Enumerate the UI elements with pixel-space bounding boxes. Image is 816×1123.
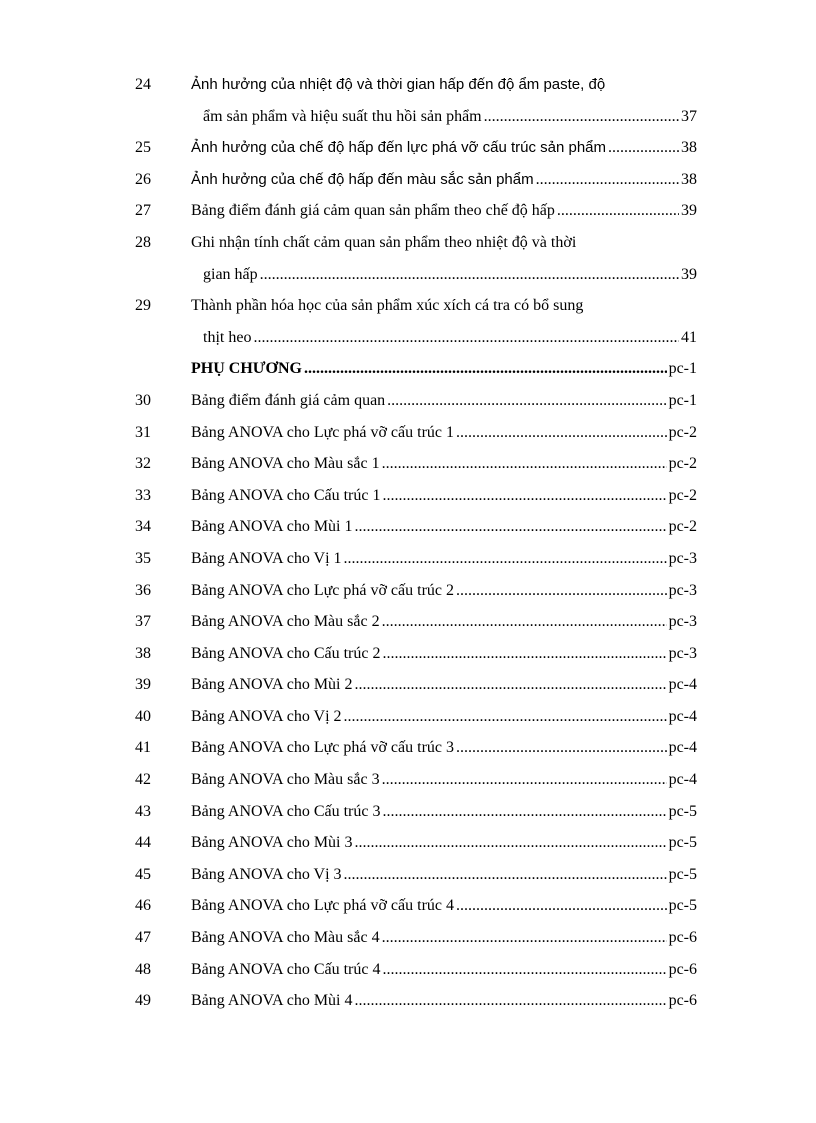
toc-title: Bảng ANOVA cho Mùi 1 xyxy=(191,518,353,536)
toc-row xyxy=(0,192,816,224)
toc-entry[interactable] xyxy=(191,644,697,664)
toc-title: Bảng ANOVA cho Cấu trúc 1 xyxy=(191,486,381,504)
toc-entry[interactable] xyxy=(203,265,697,285)
toc-page-number: pc-1 xyxy=(668,391,697,409)
toc-number: 42 xyxy=(135,771,151,789)
toc-leader-dots xyxy=(536,170,679,190)
toc-entry[interactable] xyxy=(191,581,697,601)
toc-entry[interactable] xyxy=(191,707,697,727)
toc-title: Ghi nhận tính chất cảm quan sản phẩm theo nhiệt độ và thời xyxy=(191,233,577,251)
toc-row xyxy=(0,603,816,635)
toc-entry[interactable] xyxy=(191,75,697,95)
toc-page-number: pc-4 xyxy=(668,707,697,725)
toc-entry[interactable] xyxy=(191,833,697,853)
toc-title: Bảng ANOVA cho Mùi 2 xyxy=(191,676,353,694)
toc-title: Bảng ANOVA cho Màu sắc 4 xyxy=(191,929,380,947)
toc-leader-dots xyxy=(382,486,666,506)
toc-leader-dots xyxy=(355,991,667,1011)
toc-row xyxy=(0,445,816,477)
toc-number: 46 xyxy=(135,897,151,915)
toc-page-number: pc-5 xyxy=(668,897,697,915)
toc-entry[interactable] xyxy=(191,170,697,190)
toc-title: Bảng ANOVA cho Màu sắc 2 xyxy=(191,613,380,631)
toc-row-appendix-heading xyxy=(0,350,816,382)
toc-leader-dots xyxy=(344,865,667,885)
toc-row xyxy=(0,729,816,761)
toc-number: 24 xyxy=(135,76,151,93)
toc-leader-dots xyxy=(355,833,667,853)
toc-row xyxy=(0,951,816,983)
toc-leader-dots xyxy=(382,928,667,948)
toc-number: 34 xyxy=(135,518,151,536)
toc-row xyxy=(0,382,816,414)
toc-entry[interactable] xyxy=(191,233,697,253)
toc-row xyxy=(0,477,816,509)
toc-title: PHỤ CHƯƠNG xyxy=(191,360,302,378)
toc-entry[interactable] xyxy=(191,549,697,569)
toc-row xyxy=(0,919,816,951)
table-of-contents xyxy=(0,66,816,1014)
toc-title: Bảng ANOVA cho Lực phá vỡ cấu trúc 4 xyxy=(191,897,455,915)
toc-entry[interactable] xyxy=(191,612,697,632)
toc-entry[interactable] xyxy=(191,423,697,443)
toc-page-number: 39 xyxy=(681,265,697,283)
toc-number: 40 xyxy=(135,707,151,725)
toc-page-number: pc-5 xyxy=(668,802,697,820)
toc-entry[interactable] xyxy=(191,738,697,758)
toc-title: Bảng ANOVA cho Lực phá vỡ cấu trúc 3 xyxy=(191,739,455,757)
toc-page-number: pc-1 xyxy=(668,360,697,378)
toc-leader-dots xyxy=(557,201,679,221)
toc-number: 29 xyxy=(135,297,151,315)
toc-leader-dots xyxy=(344,707,667,727)
toc-entry[interactable] xyxy=(191,675,697,695)
toc-row xyxy=(0,856,816,888)
toc-number: 35 xyxy=(135,549,151,567)
toc-title: Bảng ANOVA cho Cấu trúc 2 xyxy=(191,644,381,662)
toc-page-number: 37 xyxy=(681,107,697,125)
toc-row xyxy=(0,666,816,698)
toc-leader-dots xyxy=(382,612,667,632)
toc-page-number: pc-6 xyxy=(668,960,697,978)
toc-page-number: pc-4 xyxy=(668,771,697,789)
toc-page-number: pc-2 xyxy=(668,423,697,441)
toc-title: Bảng ANOVA cho Cấu trúc 4 xyxy=(191,960,381,978)
toc-number: 32 xyxy=(135,455,151,473)
toc-row xyxy=(0,287,816,319)
toc-page-number: pc-2 xyxy=(668,518,697,536)
toc-leader-dots xyxy=(382,454,667,474)
toc-entry[interactable] xyxy=(191,960,697,980)
toc-row xyxy=(0,824,816,856)
toc-leader-dots xyxy=(304,359,667,379)
toc-leader-dots xyxy=(382,644,666,664)
toc-leader-dots xyxy=(253,328,679,348)
toc-number: 44 xyxy=(135,834,151,852)
toc-title: Ảnh hưởng của chế độ hấp đến màu sắc sản phẩm xyxy=(191,170,534,188)
toc-number: 49 xyxy=(135,992,151,1010)
toc-row xyxy=(0,224,816,256)
toc-entry[interactable] xyxy=(191,391,697,411)
toc-leader-dots xyxy=(382,770,667,790)
toc-number: 37 xyxy=(135,613,151,631)
toc-number: 45 xyxy=(135,865,151,883)
toc-page-number: pc-5 xyxy=(668,865,697,883)
toc-row xyxy=(0,698,816,730)
toc-title: Bảng ANOVA cho Mùi 4 xyxy=(191,992,353,1010)
toc-leader-dots xyxy=(355,675,667,695)
toc-page-number: pc-4 xyxy=(668,676,697,694)
toc-row xyxy=(0,982,816,1014)
toc-row xyxy=(0,319,816,351)
toc-row xyxy=(0,887,816,919)
toc-page-number: pc-3 xyxy=(668,644,697,662)
toc-page-number: pc-4 xyxy=(668,739,697,757)
toc-row xyxy=(0,129,816,161)
toc-page-number: pc-5 xyxy=(668,834,697,852)
toc-leader-dots xyxy=(456,896,667,916)
toc-leader-dots xyxy=(382,960,666,980)
toc-row xyxy=(0,793,816,825)
toc-entry[interactable] xyxy=(191,486,697,506)
toc-leader-dots xyxy=(484,107,679,127)
toc-page-number: 38 xyxy=(681,139,697,157)
toc-number: 39 xyxy=(135,676,151,694)
toc-number: 47 xyxy=(135,929,151,947)
toc-page-number: 38 xyxy=(681,170,697,188)
toc-leader-dots xyxy=(387,391,666,411)
toc-row xyxy=(0,761,816,793)
toc-leader-dots xyxy=(456,423,667,443)
toc-entry[interactable] xyxy=(191,296,697,316)
toc-row xyxy=(0,256,816,288)
toc-page-number: 41 xyxy=(681,328,697,346)
toc-number: 36 xyxy=(135,581,151,599)
toc-page-number: pc-3 xyxy=(668,581,697,599)
toc-title: Thành phần hóa học của sản phẩm xúc xích cá tra có bổ sung xyxy=(191,297,584,315)
toc-number: 26 xyxy=(135,170,151,188)
toc-leader-dots xyxy=(456,581,667,601)
toc-entry[interactable] xyxy=(191,138,697,158)
toc-leader-dots xyxy=(355,517,667,537)
toc-row xyxy=(0,635,816,667)
toc-page-number: pc-6 xyxy=(668,992,697,1010)
toc-number: 28 xyxy=(135,233,151,251)
toc-row xyxy=(0,540,816,572)
toc-entry[interactable] xyxy=(191,454,697,474)
toc-number: 27 xyxy=(135,202,151,220)
toc-row xyxy=(0,66,816,98)
toc-title: Bảng ANOVA cho Màu sắc 3 xyxy=(191,771,380,789)
toc-entry[interactable] xyxy=(191,865,697,885)
toc-page-number: 39 xyxy=(681,202,697,220)
toc-title: Bảng điểm đánh giá cảm quan sản phẩm theo chế độ hấp xyxy=(191,202,555,220)
toc-page-number: pc-2 xyxy=(668,486,697,504)
toc-number: 33 xyxy=(135,486,151,504)
toc-title: Bảng ANOVA cho Vị 2 xyxy=(191,707,342,725)
toc-entry[interactable] xyxy=(203,107,697,127)
toc-title: Bảng ANOVA cho Vị 1 xyxy=(191,549,342,567)
toc-title: Bảng ANOVA cho Màu sắc 1 xyxy=(191,455,380,473)
toc-leader-dots xyxy=(456,738,667,758)
toc-entry[interactable] xyxy=(191,770,697,790)
toc-entry[interactable] xyxy=(191,802,697,822)
toc-number: 31 xyxy=(135,423,151,441)
toc-title: gian hấp xyxy=(203,265,258,283)
toc-entry[interactable] xyxy=(191,896,697,916)
toc-entry[interactable] xyxy=(191,201,697,221)
toc-entry[interactable] xyxy=(191,991,697,1011)
toc-title: Bảng ANOVA cho Lực phá vỡ cấu trúc 2 xyxy=(191,581,455,599)
toc-entry[interactable] xyxy=(191,928,697,948)
toc-page-number: pc-3 xyxy=(668,549,697,567)
toc-leader-dots xyxy=(260,265,679,285)
toc-row xyxy=(0,414,816,446)
toc-title: Bảng ANOVA cho Vị 3 xyxy=(191,865,342,883)
toc-title: Bảng điểm đánh giá cảm quan xyxy=(191,391,386,409)
toc-page-number: pc-6 xyxy=(668,929,697,947)
toc-entry[interactable] xyxy=(191,359,697,379)
toc-title: Bảng ANOVA cho Mùi 3 xyxy=(191,834,353,852)
toc-number: 48 xyxy=(135,960,151,978)
toc-leader-dots xyxy=(344,549,667,569)
toc-entry[interactable] xyxy=(191,517,697,537)
toc-row xyxy=(0,572,816,604)
toc-title: thịt heo xyxy=(203,328,252,346)
toc-number: 43 xyxy=(135,802,151,820)
toc-row xyxy=(0,98,816,130)
toc-number: 25 xyxy=(135,139,151,157)
toc-row xyxy=(0,508,816,540)
toc-page-number: pc-3 xyxy=(668,613,697,631)
toc-row xyxy=(0,161,816,193)
toc-title: ẩm sản phẩm và hiệu suất thu hồi sản phẩm xyxy=(203,107,482,125)
toc-title: Ảnh hưởng của chế độ hấp đến lực phá vỡ cấu trúc sản phẩm xyxy=(191,139,607,157)
toc-number: 30 xyxy=(135,391,151,409)
toc-title: Bảng ANOVA cho Cấu trúc 3 xyxy=(191,802,381,820)
toc-leader-dots xyxy=(382,802,666,822)
toc-leader-dots xyxy=(608,138,679,158)
toc-title: Bảng ANOVA cho Lực phá vỡ cấu trúc 1 xyxy=(191,423,455,441)
toc-number: 38 xyxy=(135,644,151,662)
toc-entry[interactable] xyxy=(203,328,697,348)
toc-number: 41 xyxy=(135,739,151,757)
toc-title: Ảnh hưởng của nhiệt độ và thời gian hấp đến độ ẩm paste, độ xyxy=(191,76,606,93)
toc-page-number: pc-2 xyxy=(668,455,697,473)
